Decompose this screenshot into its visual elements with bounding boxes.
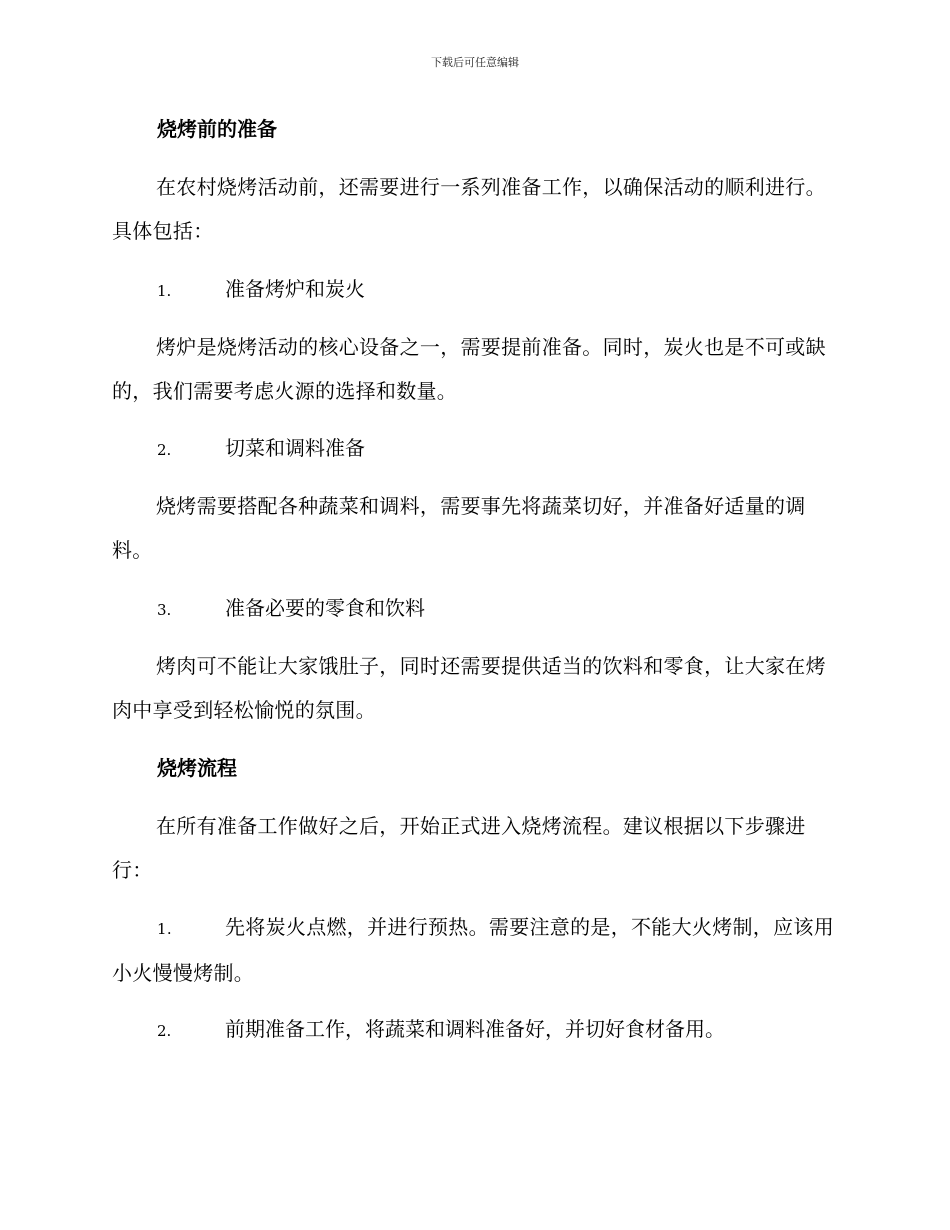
list-item-text: 先将炭火点燃，并进行预热。需要注意的是，不能大火烤制，应该用小火慢慢烤制。 bbox=[112, 915, 834, 985]
list-item-text: 前期准备工作，将蔬菜和调料准备好，并切好食材备用。 bbox=[225, 1017, 725, 1041]
list-item-title: 切菜和调料准备 bbox=[225, 436, 365, 460]
list-item-title: 准备必要的零食和饮料 bbox=[225, 596, 425, 620]
prep-list-item-1 bbox=[157, 275, 365, 305]
process-intro-paragraph: 在所有准备工作做好之后，开始正式进入烧烤流程。建议根据以下步骤进行： bbox=[112, 814, 806, 882]
preparation-intro-paragraph: 在农村烧烤活动前，还需要进行一系列准备工作，以确保活动的顺利进行。具体包括： bbox=[112, 175, 826, 243]
flow-list-item-2 bbox=[157, 1015, 725, 1045]
prep-item-2-description: 烧烤需要搭配各种蔬菜和调料，需要事先将蔬菜切好，并准备好适量的调料。 bbox=[112, 494, 806, 562]
list-number: 1. bbox=[157, 920, 172, 938]
list-number: 2. bbox=[157, 1022, 172, 1040]
section-heading-process: 烧烤流程 bbox=[157, 756, 237, 780]
prep-list-item-3 bbox=[157, 594, 425, 624]
page-header: 下载后可任意编辑 bbox=[431, 56, 519, 69]
list-number: 1. bbox=[157, 282, 172, 300]
list-item-title: 准备烤炉和炭火 bbox=[225, 277, 365, 301]
prep-item-3-description: 烤肉可不能让大家饿肚子，同时还需要提供适当的饮料和零食，让大家在烤肉中享受到轻松愉悦的氛围。 bbox=[112, 654, 826, 722]
list-number: 3. bbox=[157, 601, 172, 619]
list-number: 2. bbox=[157, 441, 172, 459]
section-heading-preparation: 烧烤前的准备 bbox=[157, 117, 277, 141]
prep-list-item-2 bbox=[157, 434, 365, 464]
flow-list-item-1 bbox=[112, 905, 836, 995]
prep-item-1-description: 烤炉是烧烤活动的核心设备之一，需要提前准备。同时，炭火也是不可或缺的，我们需要考虑火源的选择和数量。 bbox=[112, 335, 826, 403]
